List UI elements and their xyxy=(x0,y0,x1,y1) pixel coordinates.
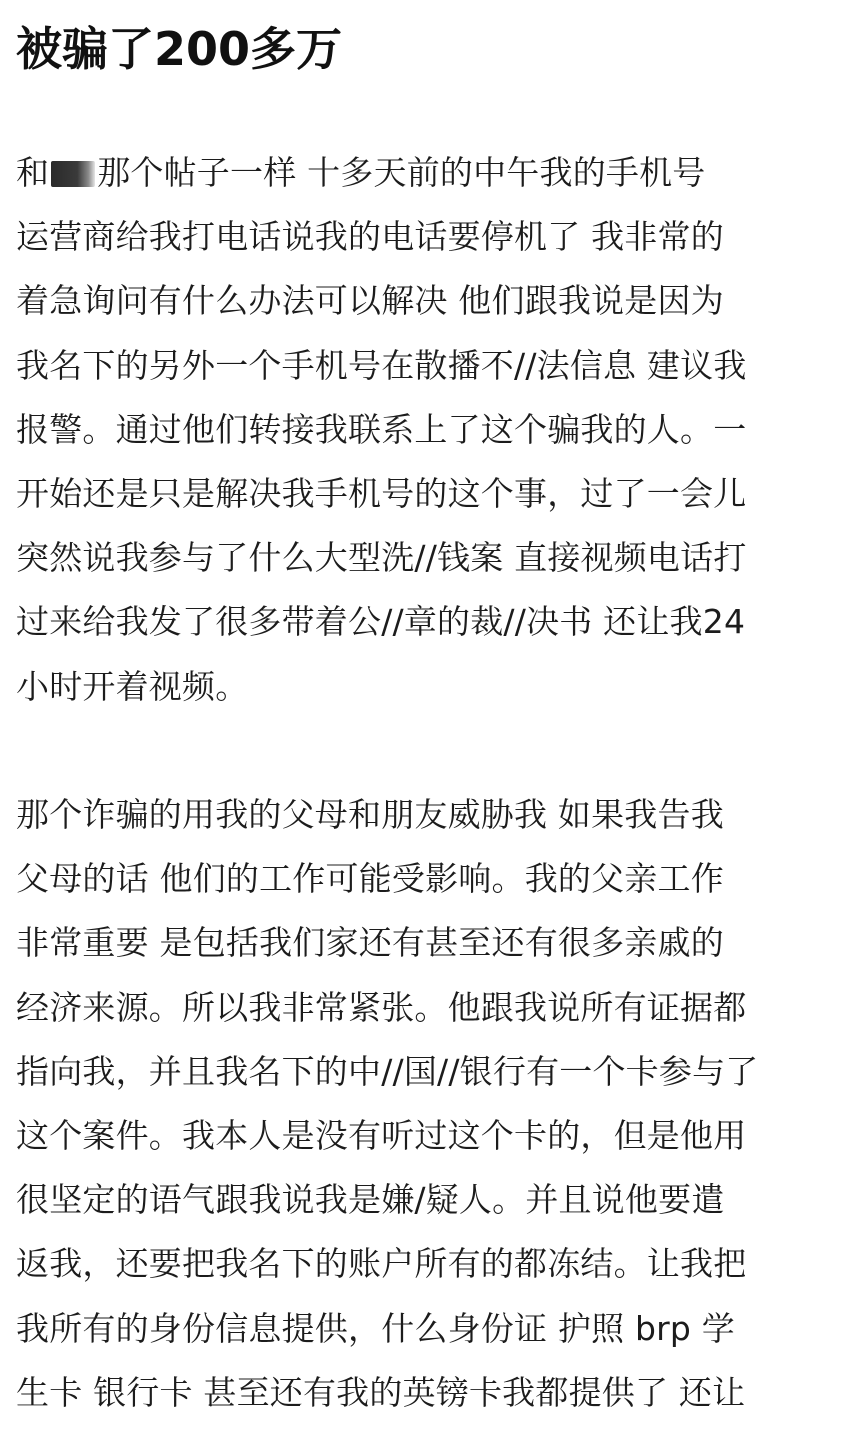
paragraph-line: 开始还是只是解决我手机号的这个事，过了一会儿 xyxy=(16,473,747,513)
paragraph-line: 经济来源。所以我非常紧张。他跟我说所有证据都 xyxy=(16,987,747,1027)
paragraph-line: 生卡 银行卡 甚至还有我的英镑卡我都提供了 还让 xyxy=(16,1372,746,1412)
paragraph-line: 很坚定的语气跟我说我是嫌/疑人。并且说他要遣 xyxy=(16,1180,725,1220)
post-paragraph-2 xyxy=(16,787,852,1429)
paragraph-line: 非常重要 是包括我们家还有甚至还有很多亲戚的 xyxy=(16,923,724,963)
paragraph-text: 和 xyxy=(16,153,50,192)
paragraph-line: 返我，还要把我名下的账户所有的都冻结。让我把 xyxy=(16,1244,747,1284)
paragraph-text: 那个帖子一样 十多天前的中午我的手机号 xyxy=(97,153,706,192)
paragraph-line: 这个案件。我本人是没有听过这个卡的，但是他用 xyxy=(16,1115,747,1155)
paragraph-line: 着急询问有什么办法可以解决 他们跟我说是因为 xyxy=(16,281,724,321)
paragraph-line: 报警。通过他们转接我联系上了这个骗我的人。一 xyxy=(16,409,747,449)
post-paragraph-1 xyxy=(16,145,852,723)
paragraph-line: 那个诈骗的用我的父母和朋友威胁我 如果我告我 xyxy=(16,795,724,834)
paragraph-line: 父母的话 他们的工作可能受影响。我的父亲工作 xyxy=(16,859,724,899)
paragraph-line: 过来给我发了很多带着公//章的裁//决书 还让我24 xyxy=(16,602,746,642)
paragraph-line: 运营商给我打电话说我的电话要停机了 我非常的 xyxy=(16,217,724,257)
redacted-mosaic xyxy=(51,161,95,187)
post-title: 被骗了200多万 xyxy=(16,22,343,76)
paragraph-line: 我所有的身份信息提供，什么身份证 护照 brp 学 xyxy=(16,1308,735,1348)
paragraph-line xyxy=(16,145,852,209)
paragraph-line: 指向我，并且我名下的中//国//银行有一个卡参与了 xyxy=(16,1051,759,1091)
paragraph-line: 突然说我参与了什么大型洗//钱案 直接视频电话打 xyxy=(16,538,747,578)
paragraph-line: 小时开着视频。 xyxy=(16,666,249,706)
paragraph-line: 我名下的另外一个手机号在散播不//法信息 建议我 xyxy=(16,345,747,385)
